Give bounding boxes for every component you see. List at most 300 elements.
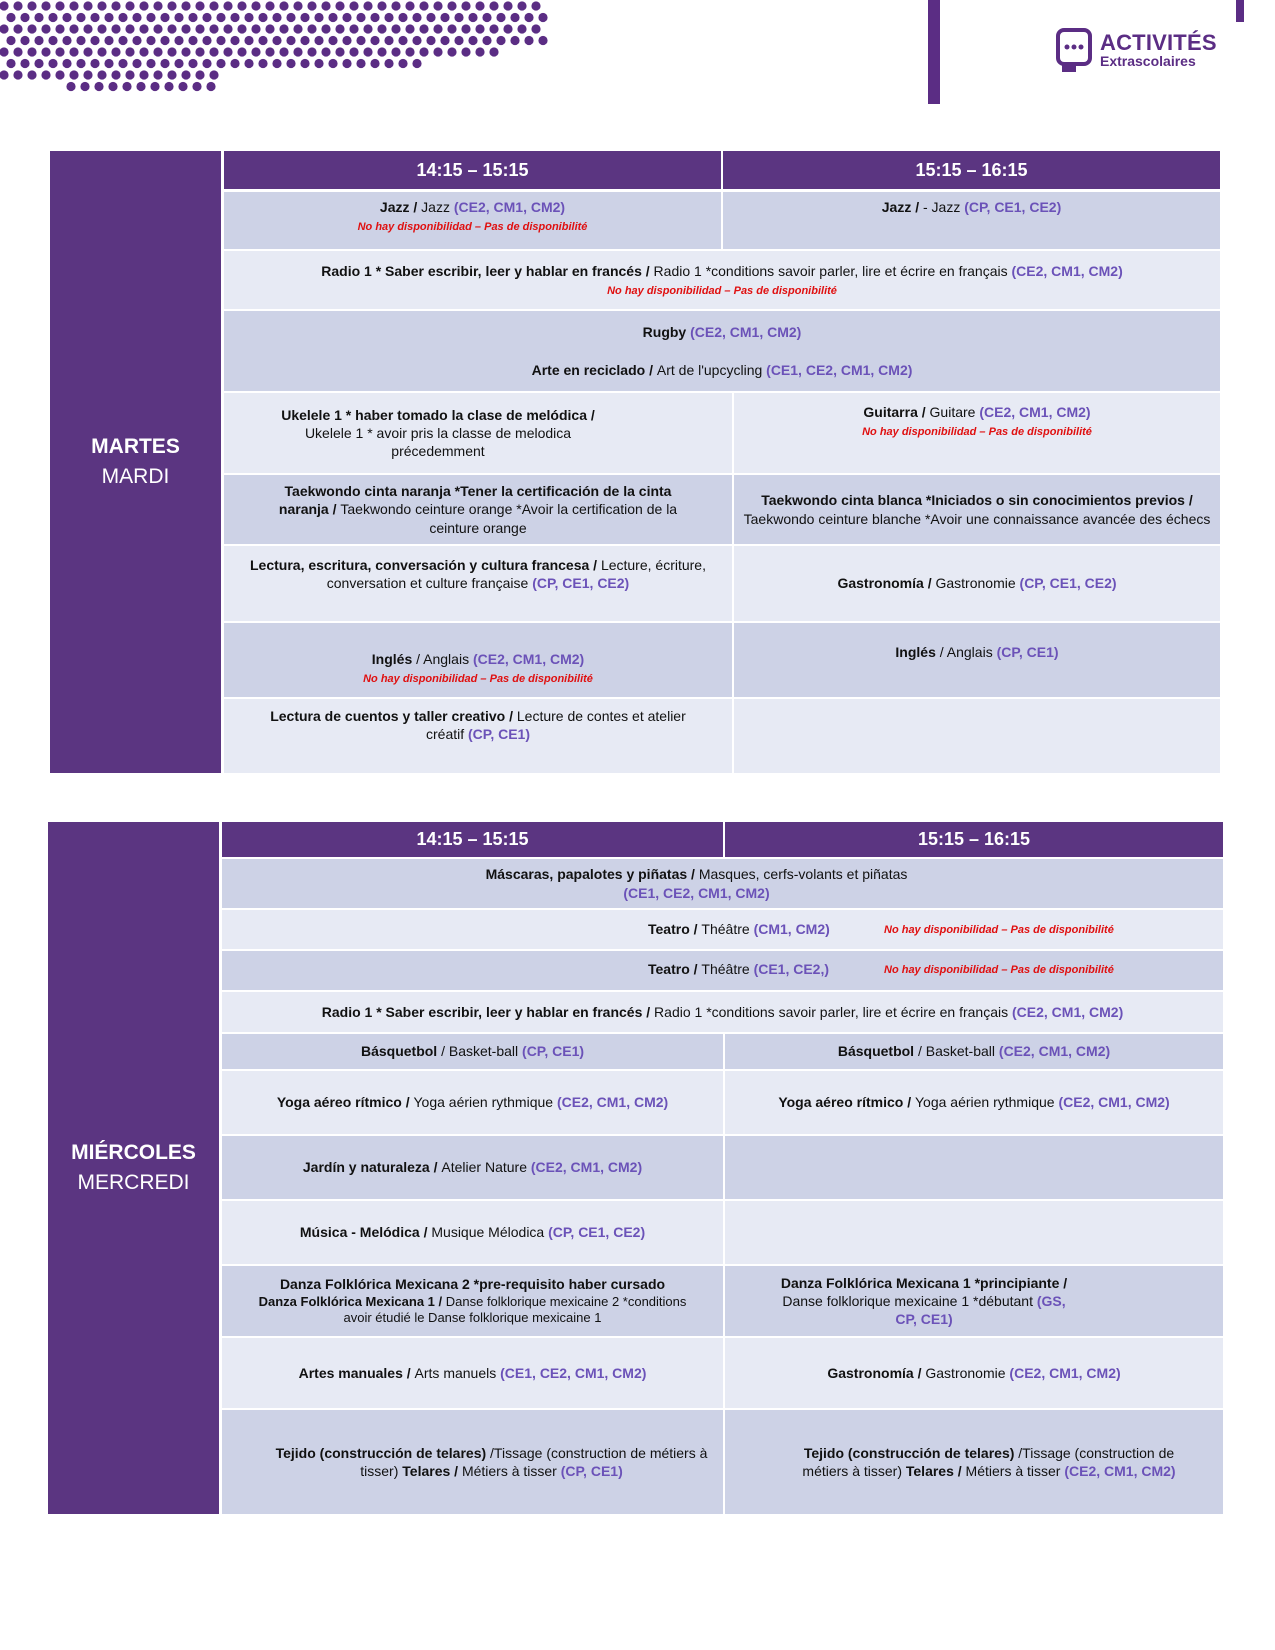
- activity-name-fr: Ukelele 1 * avoir pris la classe de melodica précedemment: [304, 424, 572, 460]
- decor-dot: [34, 59, 43, 68]
- decor-dot: [0, 1, 9, 10]
- decor-dot: [405, 47, 414, 56]
- decor-dot: [97, 47, 106, 56]
- activity-name: Danza Folklórica Mexicana 1 *principiante /: [780, 1274, 1068, 1291]
- decor-dot: [223, 47, 232, 56]
- decor-dot: [475, 47, 484, 56]
- decor-dot: [503, 24, 512, 33]
- decor-dot: [188, 13, 197, 22]
- decor-dot: [517, 24, 526, 33]
- activity-levels: (CP, CE1, CE2): [532, 575, 630, 592]
- activity-name: Artes manuales /: [298, 1364, 415, 1381]
- decor-dot: [391, 47, 400, 56]
- decor-dot: [139, 70, 148, 79]
- decor-dot: [13, 70, 22, 79]
- decor-dot: [195, 70, 204, 79]
- activity-name: Gastronomía /: [827, 1364, 926, 1381]
- decor-dot: [153, 1, 162, 10]
- decor-dot: [377, 47, 386, 56]
- decor-dot: [503, 1, 512, 10]
- activity-levels: (CM1, CM2): [753, 921, 830, 937]
- decor-dot: [384, 36, 393, 45]
- decor-dot: [517, 1, 526, 10]
- activity-name-2: Telares /: [402, 1463, 462, 1479]
- decor-dot: [160, 13, 169, 22]
- decor-dot: [181, 1, 190, 10]
- decor-dot: [0, 47, 9, 56]
- decor-dot: [216, 59, 225, 68]
- no-availability-note: No hay disponibilidad – Pas de disponibilité: [607, 284, 837, 297]
- decor-dot: [384, 13, 393, 22]
- decor-dot: [489, 1, 498, 10]
- decor-dot: [216, 13, 225, 22]
- activity-name: Básquetbol: [837, 1043, 918, 1060]
- no-availability-note: No hay disponibilidad – Pas de disponibilité: [884, 924, 1114, 936]
- activity-cell: [734, 393, 1220, 473]
- decor-dot: [69, 47, 78, 56]
- header-corner-bar: [1236, 0, 1244, 22]
- decor-dot: [377, 24, 386, 33]
- decor-dot: [90, 59, 99, 68]
- activity-name-fr: Gastronomie: [935, 575, 1020, 592]
- decor-dot: [279, 24, 288, 33]
- decor-dot: [118, 36, 127, 45]
- decor-dot: [216, 36, 225, 45]
- decor-dot: [433, 1, 442, 10]
- decor-dot: [146, 36, 155, 45]
- decor-dot: [440, 36, 449, 45]
- decor-dot: [69, 70, 78, 79]
- decor-dot: [167, 70, 176, 79]
- day-fr: MARDI: [101, 465, 170, 488]
- activity-cell: [222, 1201, 723, 1264]
- decor-dot: [489, 24, 498, 33]
- decor-dot: [314, 36, 323, 45]
- activity-name: Gastronomía /: [837, 575, 936, 592]
- decor-dot: [76, 13, 85, 22]
- decor-dot: [111, 47, 120, 56]
- decor-dot: [328, 13, 337, 22]
- decor-dot: [398, 13, 407, 22]
- activity-cell: [734, 475, 1220, 544]
- activity-cell: [222, 1071, 723, 1134]
- activity-name: Radio 1 * Saber escribir, leer y hablar en francés /: [321, 1003, 655, 1020]
- decor-dot: [6, 59, 15, 68]
- decor-dot: [153, 24, 162, 33]
- no-availability-note: No hay disponibilidad – Pas de disponibilité: [357, 221, 588, 234]
- decor-dot: [321, 47, 330, 56]
- decor-dot: [195, 47, 204, 56]
- logo-title: ACTIVITÉS: [1100, 30, 1217, 55]
- activity-name-fr: Art de l'upcycling: [656, 361, 767, 378]
- decor-dot: [27, 47, 36, 56]
- decor-dot: [370, 36, 379, 45]
- decor-dot: [55, 70, 64, 79]
- decor-dot: [62, 36, 71, 45]
- decor-dot: [69, 24, 78, 33]
- activity-levels: (CP, CE1): [996, 644, 1059, 660]
- activity-name: Básquetbol: [360, 1043, 442, 1060]
- activity-cell: [224, 251, 1220, 309]
- decor-dot: [223, 24, 232, 33]
- decor-dot: [76, 59, 85, 68]
- activity-name-fr: /Tissage (construction de métiers à tisser): [360, 1444, 708, 1479]
- activity-name-fr: Théâtre: [701, 921, 754, 937]
- activity-levels: (CP, CE1, CE2): [1019, 575, 1117, 592]
- decor-dot: [104, 59, 113, 68]
- decor-dot: [83, 1, 92, 10]
- decor-dot: [398, 59, 407, 68]
- decor-dot: [335, 24, 344, 33]
- decor-dot: [531, 24, 540, 33]
- activity-name-2: Danza Folklórica Mexicana 1 /: [258, 1293, 446, 1309]
- decor-dot: [153, 47, 162, 56]
- decor-dot: [181, 70, 190, 79]
- activity-cell: [725, 1034, 1223, 1069]
- decor-dot: [328, 59, 337, 68]
- decor-dot: [286, 13, 295, 22]
- time-slot-label: 15:15 – 16:15: [917, 829, 1031, 849]
- activity-cell: [222, 1410, 723, 1514]
- decor-dot: [83, 47, 92, 56]
- decor-dot: [41, 47, 50, 56]
- activity-name: Inglés: [895, 644, 940, 660]
- decor-dot: [482, 36, 491, 45]
- decor-dot: [34, 13, 43, 22]
- decor-dot: [279, 47, 288, 56]
- decor-dot: [209, 70, 218, 79]
- activity-name: Tejido (construcción de telares): [275, 1444, 491, 1461]
- decor-dot: [20, 36, 29, 45]
- logo-subtitle: Extrascolaires: [1100, 53, 1196, 69]
- decor-dot: [6, 36, 15, 45]
- activites-logo: [1056, 28, 1217, 72]
- decor-dot: [167, 1, 176, 10]
- decor-dot: [461, 24, 470, 33]
- decor-dot: [363, 1, 372, 10]
- decor-dot: [307, 24, 316, 33]
- decor-dot: [48, 59, 57, 68]
- decor-dot: [496, 13, 505, 22]
- decor-dot: [230, 13, 239, 22]
- decor-dot: [475, 1, 484, 10]
- decor-dot: [524, 13, 533, 22]
- activity-name: Ukelele 1 * haber tomado la clase de melódica /: [281, 406, 595, 423]
- time-slot-header: [725, 822, 1223, 857]
- decor-dot: [139, 1, 148, 10]
- decor-dot: [251, 1, 260, 10]
- day-es: MIÉRCOLES: [71, 1141, 196, 1164]
- decor-dot: [167, 47, 176, 56]
- decor-dot: [244, 59, 253, 68]
- decor-dot: [468, 13, 477, 22]
- decor-dot: [391, 1, 400, 10]
- decor-dot: [160, 59, 169, 68]
- decor-dot: [272, 36, 281, 45]
- activity-cell: [222, 1266, 723, 1336]
- decor-dot: [489, 47, 498, 56]
- decor-dot: [66, 82, 75, 91]
- decor-dot: [27, 1, 36, 10]
- decor-dot: [55, 47, 64, 56]
- decor-dot: [433, 47, 442, 56]
- decor-dot: [468, 36, 477, 45]
- decor-dot: [314, 59, 323, 68]
- decor-dot: [447, 24, 456, 33]
- decor-dot: [349, 47, 358, 56]
- activity-levels: (CE1, CE2,): [753, 961, 830, 977]
- decor-dot: [94, 82, 103, 91]
- activity-levels: (CP, CE1, CE2): [548, 1224, 646, 1241]
- decor-dot: [202, 59, 211, 68]
- activity-name: Máscaras, papalotes y piñatas /: [485, 866, 699, 883]
- decor-dot: [384, 59, 393, 68]
- decor-dot: [76, 36, 85, 45]
- activity-name: Jazz /: [379, 199, 422, 215]
- activity-levels: (GS, CP, CE1): [895, 1292, 1066, 1328]
- decor-dot: [335, 1, 344, 10]
- decor-dot: [174, 36, 183, 45]
- decor-dot: [461, 47, 470, 56]
- activity-name: Rugby: [642, 323, 691, 340]
- decor-dot: [174, 13, 183, 22]
- decor-dot: [188, 59, 197, 68]
- decor-dot: [104, 13, 113, 22]
- decor-dot: [300, 13, 309, 22]
- decor-dot: [363, 24, 372, 33]
- decor-dot: [251, 47, 260, 56]
- decor-dot: [80, 82, 89, 91]
- activity-name: Danza Folklórica Mexicana 2 *pre-requisito haber cursado: [279, 1276, 666, 1292]
- decor-dot: [496, 36, 505, 45]
- decor-dot: [62, 13, 71, 22]
- decor-dot: [293, 47, 302, 56]
- no-availability-note: No hay disponibilidad – Pas de disponibilité: [862, 426, 1092, 439]
- decor-dot: [272, 59, 281, 68]
- decor-dot: [125, 24, 134, 33]
- activity-cell: [734, 623, 1220, 697]
- activity-levels: (CE2, CM1, CM2): [1064, 1463, 1176, 1479]
- decor-dot: [356, 13, 365, 22]
- time-slot-label: 14:15 – 15:15: [416, 159, 529, 180]
- day-label-tuesday: [50, 151, 221, 773]
- decor-dot: [426, 36, 435, 45]
- decor-dot: [405, 24, 414, 33]
- decor-dot: [6, 13, 15, 22]
- decor-dot: [132, 36, 141, 45]
- decor-dot: [314, 13, 323, 22]
- activity-name-fr: Masques, cerfs-volants et piñatas: [698, 866, 908, 883]
- activity-cell: [222, 1338, 723, 1408]
- decor-dot: [398, 36, 407, 45]
- decor-dot: [97, 24, 106, 33]
- decor-dot: [524, 36, 533, 45]
- activity-name-fr: Yoga aérien rythmique: [413, 1094, 557, 1111]
- time-slot-label: 14:15 – 15:15: [416, 829, 529, 849]
- decor-dot: [510, 36, 519, 45]
- activity-name-fr: / Anglais: [416, 650, 473, 667]
- decor-dot: [258, 59, 267, 68]
- decor-dot: [83, 70, 92, 79]
- activity-levels: (CE2, CM1, CM2): [453, 199, 566, 215]
- activity-name-fr: Danse folklorique mexicaine 2 *conditions avoir étudié le Danse folklorique mexicaine 1: [343, 1293, 687, 1325]
- decor-dot: [20, 59, 29, 68]
- decor-dot: [27, 24, 36, 33]
- decor-dot: [349, 24, 358, 33]
- activity-cell: [222, 1136, 723, 1199]
- decor-dot: [181, 24, 190, 33]
- activity-name: Guitarra /: [863, 404, 930, 420]
- header-divider-bar: [928, 0, 940, 104]
- activity-name-fr: Lecture, écriture, conversation et culture française: [326, 557, 706, 592]
- activity-name-fr: Atelier Nature: [441, 1159, 531, 1176]
- decor-dot: [160, 36, 169, 45]
- decor-dot: [440, 13, 449, 22]
- decor-dot: [55, 1, 64, 10]
- activity-levels: (CE2, CM1, CM2): [556, 1094, 669, 1111]
- activity-cell: [222, 1034, 723, 1069]
- activity-name-fr: - Jazz: [923, 199, 965, 215]
- empty-cell: [725, 1201, 1223, 1264]
- decor-dot: [482, 13, 491, 22]
- activity-cell: [725, 1071, 1223, 1134]
- decor-dot: [293, 1, 302, 10]
- decor-dot: [475, 24, 484, 33]
- decor-dot: [111, 24, 120, 33]
- decor-dot: [342, 13, 351, 22]
- decor-dot: [146, 59, 155, 68]
- activity-name: Jazz /: [881, 199, 923, 215]
- activity-name: Arte en reciclado /: [531, 361, 657, 378]
- decor-dot: [223, 1, 232, 10]
- decor-dot: [41, 24, 50, 33]
- decor-dot: [510, 13, 519, 22]
- decor-dot: [188, 36, 197, 45]
- activity-name-fr: Radio 1 *conditions savoir parler, lire et écrire en français: [653, 262, 1012, 279]
- activity-cell: [224, 192, 721, 249]
- decor-dot: [363, 47, 372, 56]
- activity-name-fr: Taekwondo ceinture blanche *Avoir une connaissance avancée des échecs: [743, 510, 1211, 527]
- decor-dot: [108, 82, 117, 91]
- decor-dot: [258, 36, 267, 45]
- decor-dot: [153, 70, 162, 79]
- decor-dot: [265, 47, 274, 56]
- decor-dot: [244, 36, 253, 45]
- decor-dot: [181, 47, 190, 56]
- decor-dot: [27, 70, 36, 79]
- decor-dot: [237, 47, 246, 56]
- activity-cell: [723, 192, 1220, 249]
- decor-dot: [300, 36, 309, 45]
- decor-dot: [132, 13, 141, 22]
- decor-dot: [405, 1, 414, 10]
- decor-dot: [230, 59, 239, 68]
- time-slot-header: [723, 151, 1220, 189]
- decor-dot: [122, 82, 131, 91]
- activity-name-fr-2: Métiers à tisser: [461, 1463, 561, 1479]
- decor-dot: [265, 1, 274, 10]
- decor-dot: [48, 36, 57, 45]
- decor-dot: [178, 82, 187, 91]
- no-availability-note: No hay disponibilidad – Pas de disponibilité: [884, 964, 1114, 976]
- decor-dot: [230, 36, 239, 45]
- decor-dot: [13, 24, 22, 33]
- decor-dot: [286, 36, 295, 45]
- activity-name-fr: Arts manuels: [414, 1364, 501, 1381]
- activity-levels: (CE2, CM1, CM2): [472, 650, 585, 667]
- activity-name-fr: /Tissage (construction de métiers à tisser): [802, 1444, 1175, 1479]
- decor-dot: [286, 59, 295, 68]
- time-slot-header: [222, 822, 723, 857]
- decor-dot: [447, 47, 456, 56]
- activity-levels: (CP, CE1): [468, 726, 530, 743]
- activity-name-fr: Jazz: [421, 199, 454, 215]
- activity-cell: [224, 699, 732, 773]
- time-slot-label: 15:15 – 16:15: [915, 159, 1028, 180]
- decor-dot: [321, 1, 330, 10]
- decor-dot: [125, 70, 134, 79]
- decor-dot: [90, 13, 99, 22]
- decor-dot: [419, 47, 428, 56]
- activity-cell: [734, 546, 1220, 621]
- activity-name: Jardín y naturaleza /: [302, 1159, 442, 1176]
- decor-dot: [412, 59, 421, 68]
- activity-name-fr-2: Métiers à tisser: [965, 1463, 1065, 1479]
- decor-dot: [412, 36, 421, 45]
- activity-line: [648, 921, 830, 937]
- decor-dot: [132, 59, 141, 68]
- activity-name: Lectura de cuentos y taller creativo /: [270, 708, 517, 724]
- decor-dot: [20, 13, 29, 22]
- decor-dot: [335, 47, 344, 56]
- decor-dot: [454, 13, 463, 22]
- decor-dot: [125, 1, 134, 10]
- decor-dot: [125, 47, 134, 56]
- decor-dot: [272, 13, 281, 22]
- activity-name-fr: Radio 1 *conditions savoir parler, lire et écrire en français: [654, 1003, 1012, 1020]
- decor-dot: [174, 59, 183, 68]
- decor-dot: [69, 1, 78, 10]
- decor-dot: [370, 59, 379, 68]
- activity-levels: (CE2, CM1, CM2): [998, 1043, 1111, 1060]
- empty-cell: [734, 699, 1220, 773]
- activity-name-fr: Taekwondo ceinture orange *Avoir la certification de la ceinture orange: [340, 501, 678, 536]
- activity-name-fr: Gastronomie: [925, 1364, 1010, 1381]
- decor-dot: [300, 59, 309, 68]
- decor-dot: [118, 13, 127, 22]
- activity-name-fr: Yoga aérien rythmique: [914, 1094, 1059, 1111]
- activity-name: Música - Melódica /: [299, 1224, 432, 1241]
- decor-dot: [258, 13, 267, 22]
- activity-name: Inglés: [371, 650, 417, 667]
- activity-cell: [224, 311, 1220, 391]
- decor-dot: [209, 1, 218, 10]
- activity-name-fr: Danse folklorique mexicaine 1 *débutant: [782, 1292, 1037, 1309]
- activity-levels: (CE1, CE2, CM1, CM2): [623, 884, 770, 901]
- decor-dot: [164, 82, 173, 91]
- activity-cell: [224, 475, 732, 544]
- decor-dot: [90, 36, 99, 45]
- activity-name-fr: / Anglais: [939, 644, 997, 660]
- decor-dot: [62, 59, 71, 68]
- decor-dot: [34, 36, 43, 45]
- activity-name-2: Telares /: [905, 1463, 966, 1479]
- day-es: MARTES: [91, 435, 180, 458]
- decor-dot: [150, 82, 159, 91]
- decor-dot: [461, 1, 470, 10]
- decor-dot: [195, 1, 204, 10]
- activity-cell: [222, 859, 1223, 908]
